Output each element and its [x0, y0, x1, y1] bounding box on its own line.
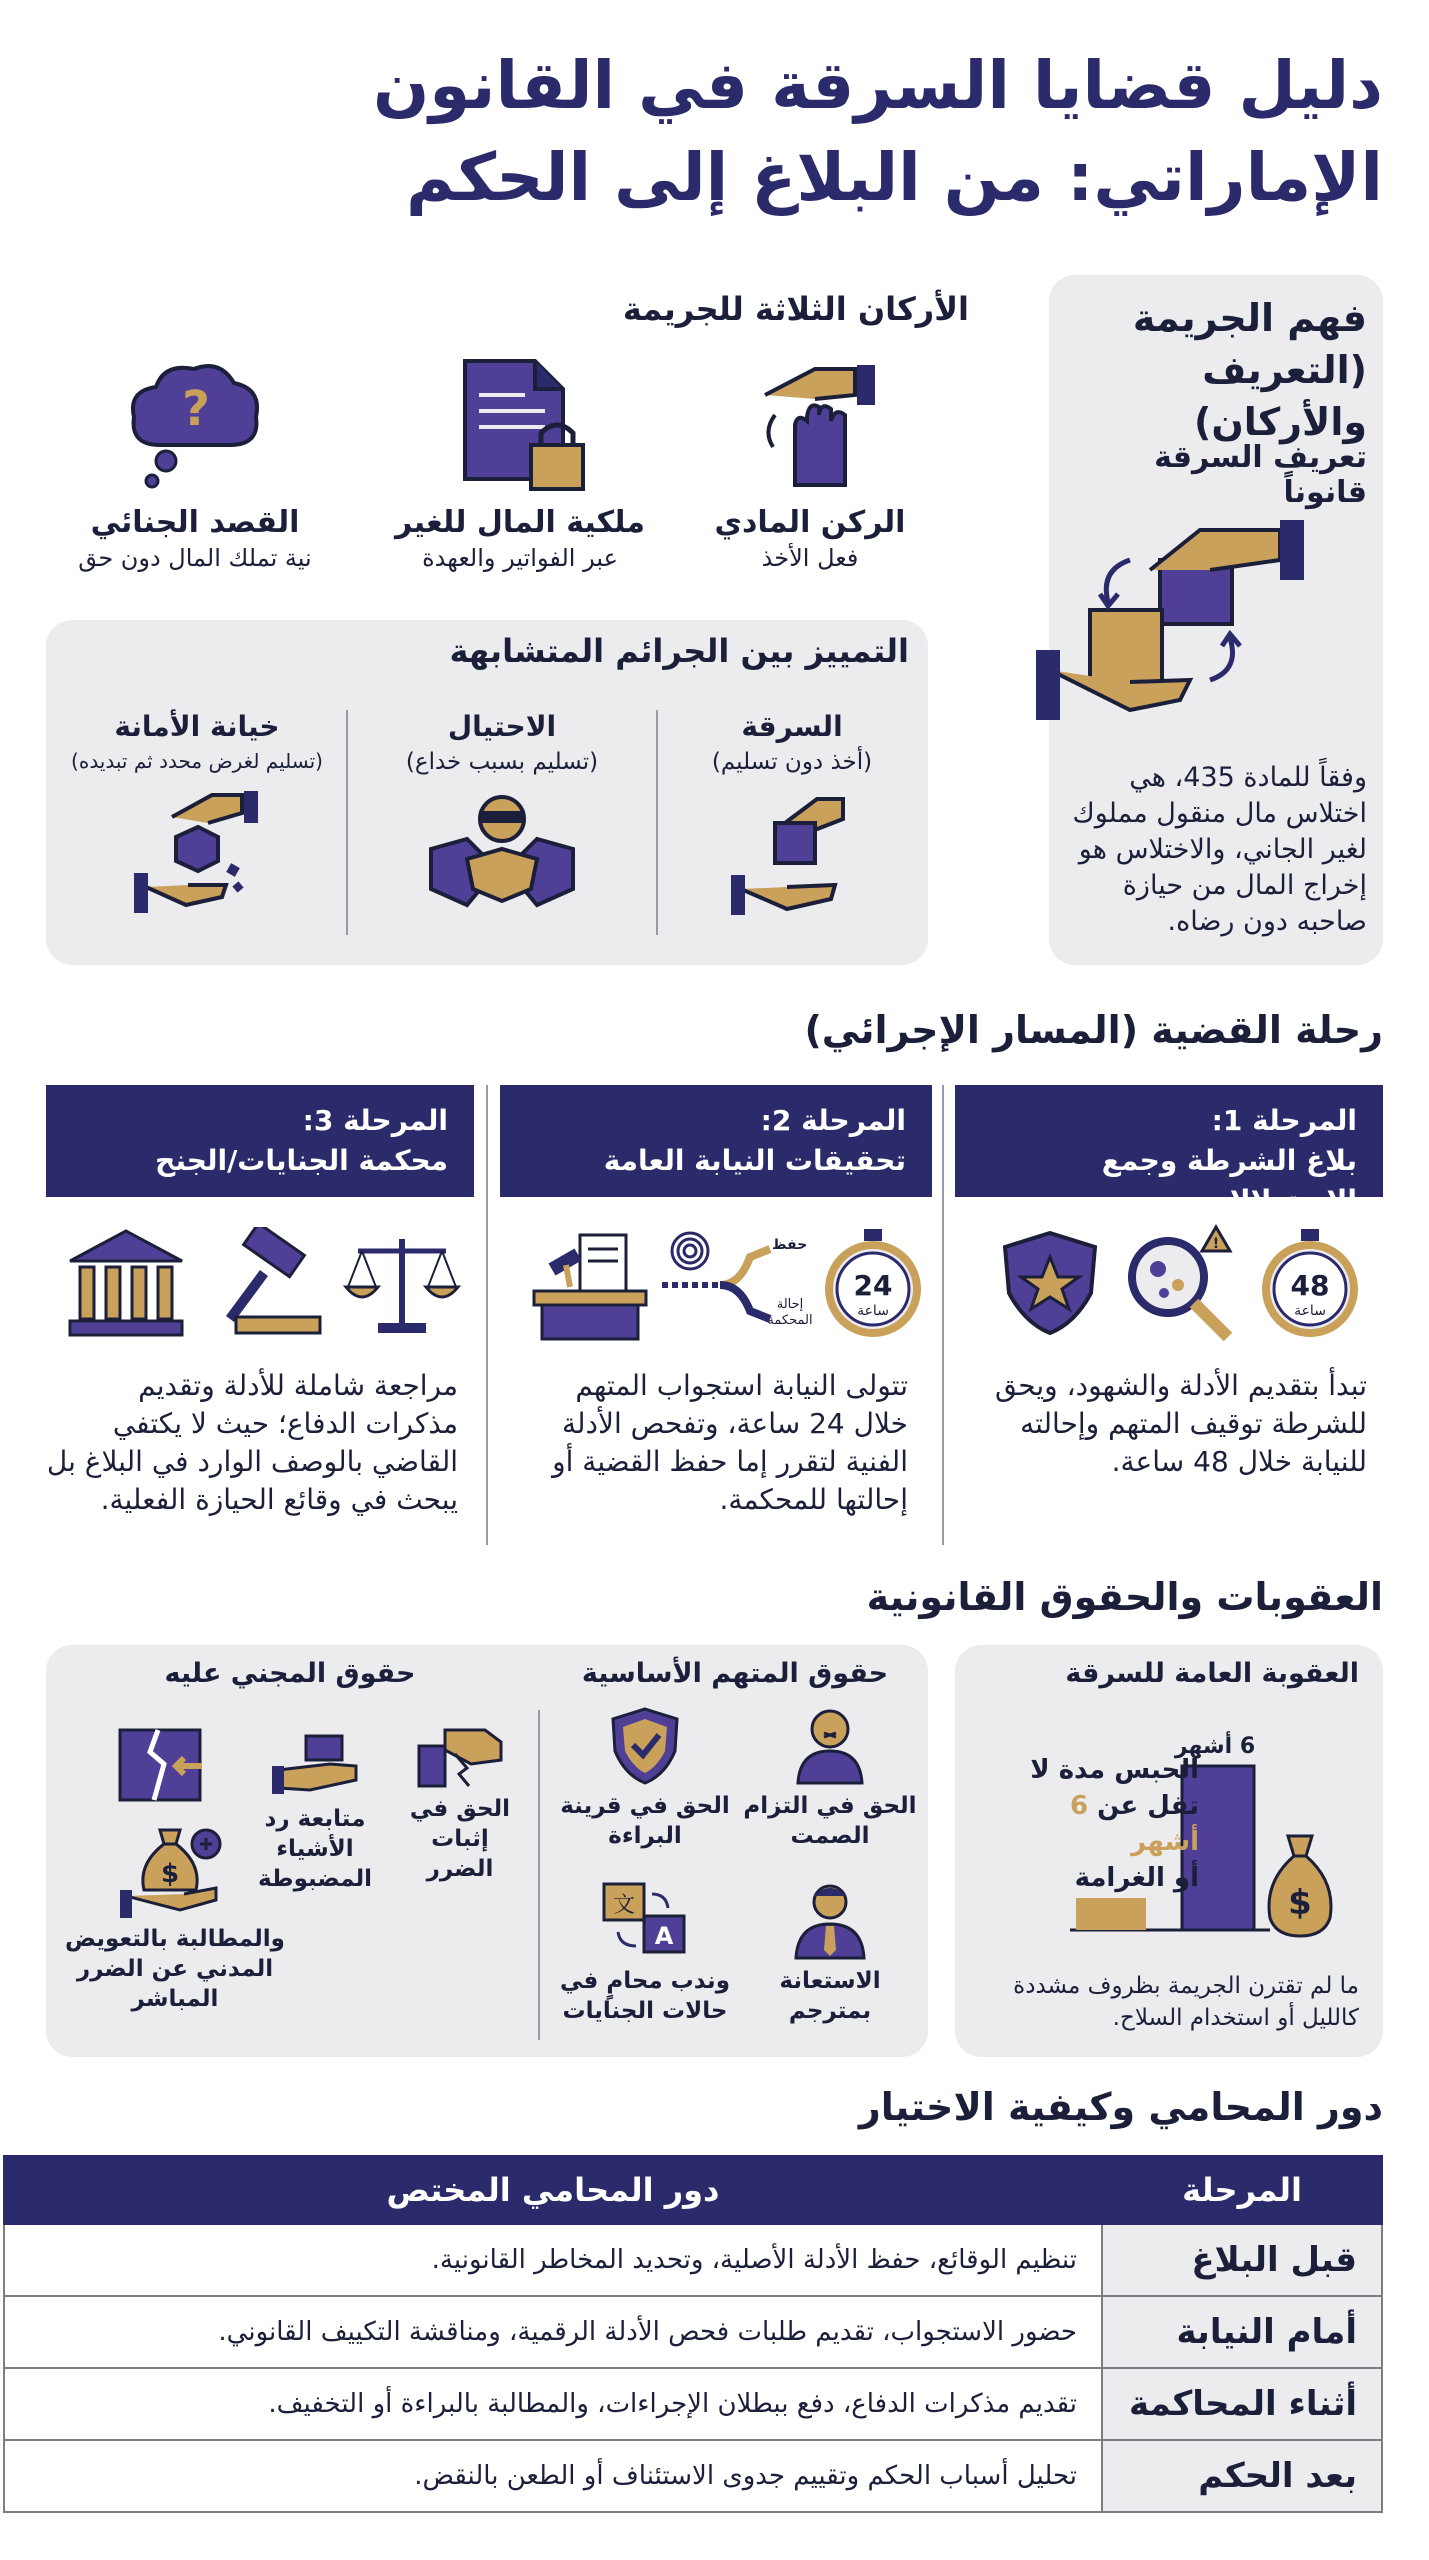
- stage-1-icons: [955, 1197, 1383, 1347]
- stage-2-header: المرحلة 2: تحقيقات النيابة العامة: [500, 1085, 932, 1197]
- element-title: القصد الجنائي: [90, 505, 300, 540]
- stage-cell: بعد الحكم: [1102, 2440, 1382, 2512]
- gavel-icon: [206, 1227, 326, 1337]
- column-header-stage: المرحلة: [1102, 2156, 1382, 2224]
- stage-3-text: مراجعة شاملة للأدلة وتقديم مذكرات الدفاع؛ حيث لا يكتفي القاضي بالوصف الوارد في البلاغ بل يبحث في وقائع الحيازة الفعلية.: [46, 1369, 458, 1516]
- fingerprint-branch-icon: [660, 1227, 813, 1337]
- definition-text: وفقاً للمادة 435، هي اختلاس مال منقول مملوك لغير الجاني، والاختلاس هو إخراج المال من حيازة صاحبه دون رضاه.: [1072, 762, 1367, 937]
- stage-cell: أثناء المحاكمة: [1102, 2368, 1382, 2440]
- divider: [656, 710, 658, 935]
- thought-question-icon: [120, 355, 270, 495]
- element-item-intent: [40, 355, 350, 595]
- svg-text:A: A: [654, 1922, 674, 1950]
- element-item-material: [690, 355, 930, 595]
- table-row: [4, 2296, 1382, 2368]
- shield-check-icon: [605, 1705, 685, 1785]
- right-text: وندب محامٍ في حالات الجنايات: [560, 1968, 730, 2024]
- accused-right-silence: [740, 1705, 920, 1851]
- distinction-heading: التمييز بين الجرائم المتشابهة: [449, 632, 909, 670]
- divider: [486, 1085, 488, 1545]
- distinction-item-fraud: [354, 710, 650, 950]
- distinction-desc: (أخذ دون تسليم): [711, 749, 873, 775]
- courthouse-icon: [66, 1227, 186, 1337]
- distinction-title: خيانة الأمانة: [114, 710, 280, 743]
- lawyer-table: [3, 2155, 1383, 2513]
- stage-cell: قبل البلاغ: [1102, 2224, 1382, 2296]
- table-row: [4, 2368, 1382, 2440]
- translate-icon: [600, 1880, 690, 1960]
- broken-item-icon: [415, 1720, 505, 1790]
- stopwatch-unit: ساعة: [1294, 1303, 1326, 1319]
- stopwatch-value: 24: [853, 1269, 893, 1302]
- element-desc: فعل الأخذ: [761, 544, 859, 572]
- element-item-ownership: [375, 355, 665, 595]
- svg-text:!: !: [1212, 1236, 1220, 1252]
- broken-card-icon: [110, 1720, 210, 1810]
- right-text: والمطالبة بالتعويض المدني عن الضرر المباشر: [65, 1926, 285, 2012]
- branch-keep-label: حفظ: [772, 1237, 808, 1253]
- role-cell: حضور الاستجواب، تقديم طلبات فحص الأدلة الرقمية، ومناقشة التكييف القانوني.: [4, 2296, 1102, 2368]
- return-box-icon: [270, 1730, 360, 1800]
- table-row: [4, 2440, 1382, 2512]
- stage-3-header: المرحلة 3: محكمة الجنايات/الجنح: [46, 1085, 474, 1197]
- general-penalty-text: الحبس مدة لا تقل عن 6 أشهر أو الغرامة: [1030, 1755, 1199, 1893]
- general-penalty-title: العقوبة العامة للسرقة: [1065, 1658, 1359, 1689]
- stopwatch-unit: ساعة: [857, 1303, 889, 1319]
- svg-text:文: 文: [612, 1893, 636, 1918]
- stage-3-icons: [46, 1197, 474, 1347]
- divider: [942, 1085, 944, 1545]
- judge-desk-icon: [530, 1231, 650, 1341]
- element-title: ملكية المال للغير: [395, 505, 645, 540]
- journey-heading: رحلة القضية (المسار الإجرائي): [804, 1008, 1383, 1052]
- scales-icon: [342, 1227, 462, 1337]
- divider: [346, 710, 348, 935]
- accused-right-lawyer: [555, 1880, 735, 2026]
- page-title-line2: الإماراتي: من البلاغ إلى الحكم: [406, 139, 1383, 216]
- handover-box-icon: [132, 787, 262, 917]
- stage-1-text: تبدأ بتقديم الأدلة والشهود، ويحق للشرطة توقيف المتهم وإحالته للنيابة خلال 48 ساعة.: [994, 1369, 1367, 1478]
- accused-right-innocence: [560, 1705, 730, 1851]
- right-text: متابعة رد الأشياء المضبوطة: [257, 1806, 373, 1892]
- document-lock-icon: [445, 355, 595, 495]
- element-desc: نية تملك المال دون حق: [78, 544, 312, 572]
- victim-rights-title: حقوق المجني عليه: [164, 1658, 416, 1689]
- stage-1-header: المرحلة 1: بلاغ الشرطة وجمع الاستدلالات: [955, 1085, 1383, 1197]
- right-text: الحق في إثبات الضرر: [409, 1796, 511, 1882]
- stopwatch-value: 48: [1290, 1269, 1330, 1302]
- penalties-heading: العقوبات والحقوق القانونية: [866, 1575, 1383, 1619]
- victim-right-proof: [395, 1720, 525, 1884]
- role-cell: تقديم مذكرات الدفاع، دفع ببطلان الإجراءات، والمطالبة بالبراءة أو التخفيف.: [4, 2368, 1102, 2440]
- distinction-desc: (تسليم لغرض محدد ثم تبديده): [71, 749, 323, 773]
- hand-taking-icon: [735, 355, 885, 495]
- element-desc: عبر الفواتير والعهدة: [422, 544, 618, 572]
- silent-person-icon: [790, 1705, 870, 1785]
- table-header-row: [4, 2156, 1382, 2224]
- police-badge-icon: [995, 1227, 1105, 1337]
- stage-2: [500, 1085, 932, 1519]
- bar-label: 6 أشهر: [1174, 1734, 1256, 1759]
- distinction-item-theft: [662, 710, 922, 950]
- person-tie-icon: [790, 1880, 870, 1960]
- snatch-icon: [727, 789, 857, 919]
- svg-text:?: ?: [182, 381, 210, 437]
- right-text: الاستعانة بمترجم: [779, 1968, 881, 2024]
- lawyer-heading: دور المحامي وكيفية الاختيار: [858, 2085, 1383, 2129]
- general-penalty-note: ما لم تقترن الجريمة بظروف مشددة كالليل أو استخدام السلاح.: [1013, 1973, 1359, 2031]
- lawyer-table-wrap: [3, 2155, 1383, 2513]
- svg-text:$: $: [1288, 1883, 1312, 1923]
- svg-text:$: $: [160, 1859, 180, 1889]
- stage-3: [46, 1085, 474, 1519]
- divider: [538, 1710, 540, 2040]
- masked-handshake-icon: [427, 789, 577, 919]
- distinction-title: السرقة: [741, 710, 843, 743]
- stopwatch-icon: [818, 1227, 928, 1337]
- stage-2-text: تتولى النيابة استجواب المتهم خلال 24 ساعة، وتفحص الأدلة الفنية لتقرر إما حفظ القضية أو إحالتها للمحكمة.: [552, 1369, 908, 1516]
- money-bag-hand-icon: [120, 1820, 230, 1920]
- right-text: الحق في قرينة البراءة: [560, 1793, 730, 1849]
- role-cell: تحليل أسباب الحكم وتقييم جدوى الاستئناف أو الطعن بالنقض.: [4, 2440, 1102, 2512]
- right-text: الحق في التزام الصمت: [743, 1793, 917, 1849]
- victim-right-compensation: [60, 1820, 290, 2014]
- page-title: [43, 40, 1383, 224]
- elements-heading: الأركان الثلاثة للجريمة: [622, 290, 969, 328]
- bar-fine: [1076, 1898, 1146, 1930]
- stage-cell: أمام النيابة: [1102, 2296, 1382, 2368]
- hands-exchange-icon: [1030, 510, 1310, 730]
- distinction-title: الاحتيال: [447, 710, 557, 743]
- stopwatch-icon: [1255, 1227, 1365, 1337]
- magnifier-evidence-icon: [1120, 1223, 1240, 1343]
- understanding-heading: فهم الجريمة (التعريف والأركان): [1132, 296, 1367, 444]
- distinction-item-breach: [52, 710, 342, 950]
- branch-refer-label: إحالة المحكمة: [767, 1297, 813, 1328]
- accused-rights-title: حقوق المتهم الأساسية: [581, 1658, 889, 1689]
- definition-title: تعريف السرقة قانوناً: [1154, 440, 1367, 510]
- column-header-role: دور المحامي المختص: [4, 2156, 1102, 2224]
- table-row: [4, 2224, 1382, 2296]
- element-title: الركن المادي: [714, 505, 906, 540]
- money-bag-icon: [1260, 1830, 1340, 1940]
- page-title-line1: دليل قضايا السرقة في القانون: [372, 47, 1383, 124]
- distinction-desc: (تسليم بسبب خداع): [405, 749, 599, 775]
- stage-2-icons: [500, 1197, 932, 1347]
- stage-1: [955, 1085, 1383, 1481]
- accused-right-interpreter: [740, 1880, 920, 2026]
- role-cell: تنظيم الوقائع، حفظ الأدلة الأصلية، وتحديد المخاطر القانونية.: [4, 2224, 1102, 2296]
